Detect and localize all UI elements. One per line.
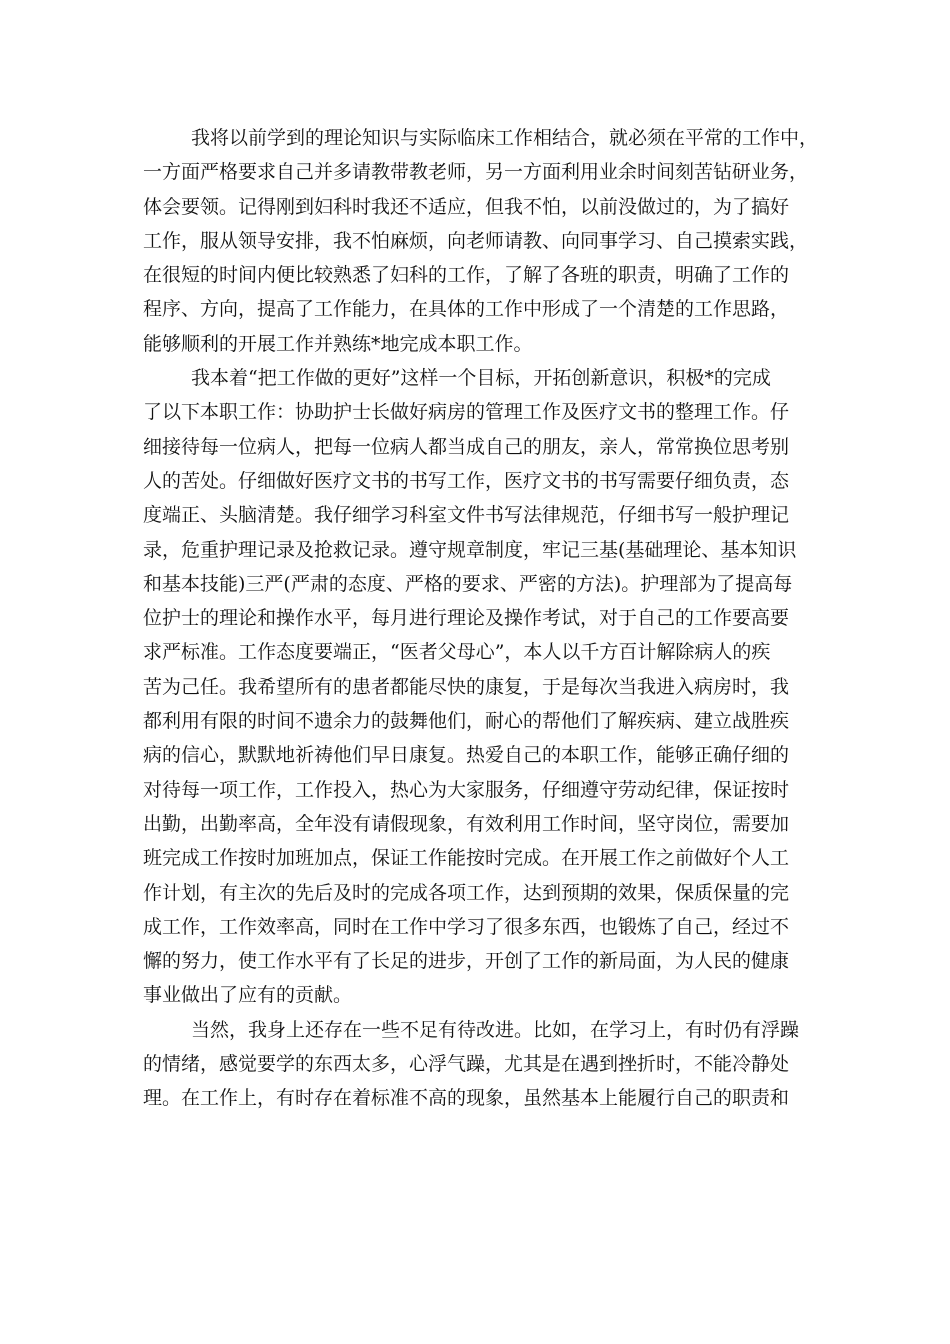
- text-line: 求严标准。工作态度要端正，“医者父母心”，本人以千方百计解除病人的疾: [143, 641, 771, 664]
- text-line: 和基本技能)三严(严肃的态度、严格的要求、严密的方法)。护理部为了提高每: [143, 572, 793, 595]
- text-line: 在很短的时间内便比较熟悉了妇科的工作，了解了各班的职责，明确了工作的: [143, 264, 790, 287]
- text-line: 班完成工作按时加班加点，保证工作能按时完成。在开展工作之前做好个人工: [143, 847, 790, 870]
- text-line: 成工作，工作效率高，同时在工作中学习了很多东西，也锻炼了自己，经过不: [143, 915, 790, 938]
- text-line: 我本着“把工作做的更好”这样一个目标，开拓创新意识，积极*的完成: [191, 367, 771, 390]
- text-line: 了以下本职工作：协助护士长做好病房的管理工作及医疗文书的整理工作。仔: [143, 401, 790, 424]
- text-line: 一方面严格要求自己并多请教带教老师，另一方面利用业余时间刻苦钻研业务，: [143, 161, 809, 184]
- text-line: 都利用有限的时间不遗余力的鼓舞他们，耐心的帮他们了解疾病、建立战胜疾: [143, 710, 790, 733]
- text-line: 程序、方向，提高了工作能力，在具体的工作中形成了一个清楚的工作思路，: [143, 298, 790, 321]
- text-line: 细接待每一位病人，把每一位病人都当成自己的朋友，亲人，常常换位思考别: [143, 435, 790, 458]
- text-line: 对待每一项工作，工作投入，热心为大家服务，仔细遵守劳动纪律，保证按时: [143, 778, 790, 801]
- text-line: 度端正、头脑清楚。我仔细学习科室文件书写法律规范，仔细书写一般护理记: [143, 504, 790, 527]
- text-line: 工作，服从领导安排，我不怕麻烦，向老师请教、向同事学习、自己摸索实践，: [143, 229, 809, 252]
- text-line: 体会要领。记得刚到妇科时我还不适应，但我不怕，以前没做过的，为了搞好: [143, 195, 790, 218]
- text-line: 懈的努力，使工作水平有了长足的进步，开创了工作的新局面，为人民的健康: [143, 950, 790, 973]
- text-line: 理。在工作上，有时存在着标准不高的现象，虽然基本上能履行自己的职责和: [143, 1087, 790, 1110]
- text-line: 能够顺利的开展工作并熟练*地完成本职工作。: [143, 332, 533, 355]
- text-line: 我将以前学到的理论知识与实际临床工作相结合，就必须在平常的工作中，: [191, 127, 819, 149]
- text-line: 录，危重护理记录及抢救记录。遵守规章制度，牢记三基(基础理论、基本知识: [143, 538, 797, 561]
- text-line: 苦为己任。我希望所有的患者都能尽快的康复，于是每次当我进入病房时，我: [143, 675, 790, 698]
- text-line: 病的信心，默默地祈祷他们早日康复。热爱自己的本职工作，能够正确仔细的: [143, 744, 790, 767]
- text-line: 作计划，有主次的先后及时的完成各项工作，达到预期的效果，保质保量的完: [143, 881, 790, 904]
- text-line: 位护士的理论和操作水平，每月进行理论及操作考试，对于自己的工作要高要: [143, 607, 790, 630]
- text-line: 当然，我身上还存在一些不足有待改进。比如，在学习上，有时仍有浮躁: [191, 1018, 800, 1041]
- text-line: 事业做出了应有的贡献。: [143, 984, 353, 1007]
- text-line: 的情绪，感觉要学的东西太多，心浮气躁，尤其是在遇到挫折时，不能冷静处: [143, 1053, 790, 1076]
- document-body: [143, 121, 819, 1116]
- text-line: 人的苦处。仔细做好医疗文书的书写工作，医疗文书的书写需要仔细负责，态: [143, 469, 790, 492]
- text-line: 出勤，出勤率高，全年没有请假现象，有效利用工作时间，坚守岗位，需要加: [143, 812, 790, 835]
